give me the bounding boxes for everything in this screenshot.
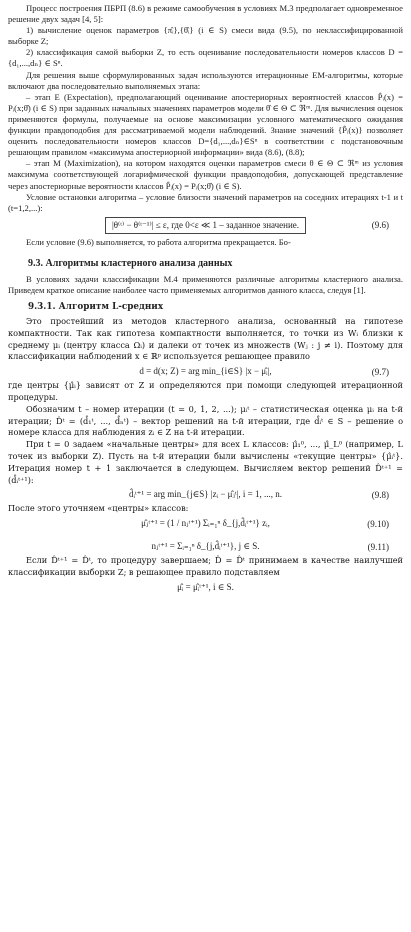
equation-9-7-body: d = d(x; Z) = arg min_{i∈S} |x − μ̂ᵢ|,: [139, 366, 272, 377]
equation-system: [8, 515, 403, 555]
subsection-heading-9-3-1: 9.3.1. Алгоритм L-средних: [28, 302, 164, 313]
section-heading-9-3: 9.3. Алгоритмы кластерного анализа данных: [28, 257, 233, 269]
equation-9-11: [8, 541, 403, 552]
paragraph-notation: Обозначим t – номер итерации (t = 0, 1, 2, ...); μᵢᵗ – статистическая оценка μᵢ на t-й итерации; D̂ᵗ = (d̂₁ᵗ, ..., d̂ₙᵗ) – вектор решений на t-й итерации, где d̂ᵢᵗ ∈ S – решение о номере класса для наблюдения zᵢ ∈ Z на t-й итерации.: [8, 403, 403, 438]
equation-9-6-number: (9.6): [371, 220, 389, 231]
paragraph-initial-centers: При t = 0 задаем «начальные центры» для всех L классов: μ̂₁⁰, ..., μ̂_L⁰ (например, L точек из выборки Z). Пусть на t-й итерации были вычислены «текущие центры» {μ̂ᵢᵗ}. Итерация номер t + 1 заключается в следующем. Вычисляем вектор решений D̂ᵗ⁺¹ = (d̂ᵢᵗ⁺¹):: [8, 439, 403, 485]
list-item-2: 2) классификация самой выборки Z, то есть оценивание последовательности номеров классов D = {d₁,...,dₙ} ∈ Sⁿ.: [8, 47, 403, 69]
equation-9-11-number: (9.11): [367, 541, 389, 552]
equation-9-6: [8, 217, 403, 234]
paragraph-termination: Если D̂ᵗ⁺¹ = D̂ᵗ, то процедуру завершаем; D̂ = D̂ᵗ принимаем в качестве наилучшей классификации выборки Z; в решающее правило подставляем: [8, 555, 403, 578]
paragraph-cluster-intro: В условиях задачи классификации М.4 применяются различные алгоритмы кластерного анализа. Приведем краткое описание наиболее часто применяемых алгоритмов данного класса, следуя [1].: [8, 273, 403, 295]
equation-9-8-number: (9.8): [371, 489, 389, 500]
equation-final: [8, 582, 403, 593]
paragraph-m-step: – этап M (Maximization), на котором находятся оценки параметров смеси θ ∈ Θ ⊂ ℜᵐ из условия максимума соответствующей логарифмической функции правдоподобия, допускающей представление через апостериорные вероятности классов P̂ᵢ(x) = Pᵢ(x;θ̂) (i ∈ S).: [8, 158, 403, 191]
equation-final-body: μ̂ᵢ = μ̂ᵢᵗ⁺¹, i ∈ S.: [177, 581, 234, 592]
paragraph-refine: После этого уточняем «центры» классов:: [8, 503, 189, 514]
equation-9-7: [8, 366, 403, 377]
paragraph-em: Для решения выше сформулированных задач используются итерационные ЕМ-алгоритмы, которые включают два последовательно выполняемых этапа:: [8, 69, 403, 91]
equation-9-6-body: |θ⁽ᵗ⁾ − θ⁽ᵗ⁻¹⁾| ≤ ε, где 0<ε ≪ 1 – заданное значение.: [105, 217, 306, 234]
paragraph-e-step: – этап E (Expectation), предполагающий оценивание апостериорных вероятностей классов P̂ᵢ(x) = Pᵢ(x;θ̂) (i ∈ S) при заданных начальных значениях параметров модели θ̂ ∈ Θ ⊂ ℜᵐ. Для вычисления оценок применяются формулы, получаемые на основе максимизации условного математического ожидания функции правдоподобия для рассматриваемой модели наблюдений. Знание значений {P̂ᵢ(x)} позволяет оценить последовательности номеров классов D={d₁,...,dₙ}∈Sⁿ в соответствии с подстановочным решающим правилом «максимума апостериорной информации» вида (8.6), (8.8);: [8, 91, 403, 158]
paragraph-stop-condition: Условие остановки алгоритма – условие близости значений параметров на соседних итерациях t-1 и t (t=1,2,...):: [8, 191, 403, 213]
equation-9-7-number: (9.7): [371, 366, 389, 377]
paragraph-l-means: Это простейший из методов кластерного анализа, основанный на гипотезе компактности. Так как гипотеза компактности выполняется, то точки из Wᵢ близки к среднему μᵢ (центру класса Ωᵢ) и далеки от точек из множеств (Wⱼ : j ≠ i). Поэтому для классификации наблюдений x ∈ ℝᵖ используется решающее правило: [8, 316, 403, 362]
equation-9-8-body: d̂ᵢᵗ⁺¹ = arg min_{j∈S} |zᵢ − μ̂ⱼᵗ|, i = 1, ..., n.: [128, 489, 282, 500]
equation-9-11-body: nⱼᵗ⁺¹ = Σᵢ₌₁ⁿ δ_{j,d̂ᵢᵗ⁺¹}, j ∈ S.: [151, 541, 260, 552]
equation-9-10-number: (9.10): [367, 518, 389, 529]
paragraph-stop: Если условие (9.6) выполняется, то работа алгоритма прекращается. Бо-: [26, 236, 291, 247]
equation-9-10-body: μ̂ⱼᵗ⁺¹ = (1 / nⱼᵗ⁺¹) Σᵢ₌₁ⁿ δ_{j,d̂ᵢᵗ⁺¹} zᵢ,: [141, 518, 270, 529]
list-item-1: 1) вычисление оценок параметров {π̂ᵢ},{θ̂ᵢ} (i ∈ S) смеси вида (9.5), по неклассифицированной выборке Z;: [8, 25, 403, 47]
paragraph-centers: где центры {μ̂ᵢ} зависят от Z и определяются при помощи следующей итерационной процедуры.: [8, 380, 403, 403]
equation-9-10: [8, 518, 403, 529]
paragraph-intro: Процесс построения ПБРП (8.6) в режиме самообучения в условиях М.3 предполагает одновременное решение двух задач [4, 5]:: [8, 3, 403, 25]
equation-9-8: [8, 489, 403, 500]
